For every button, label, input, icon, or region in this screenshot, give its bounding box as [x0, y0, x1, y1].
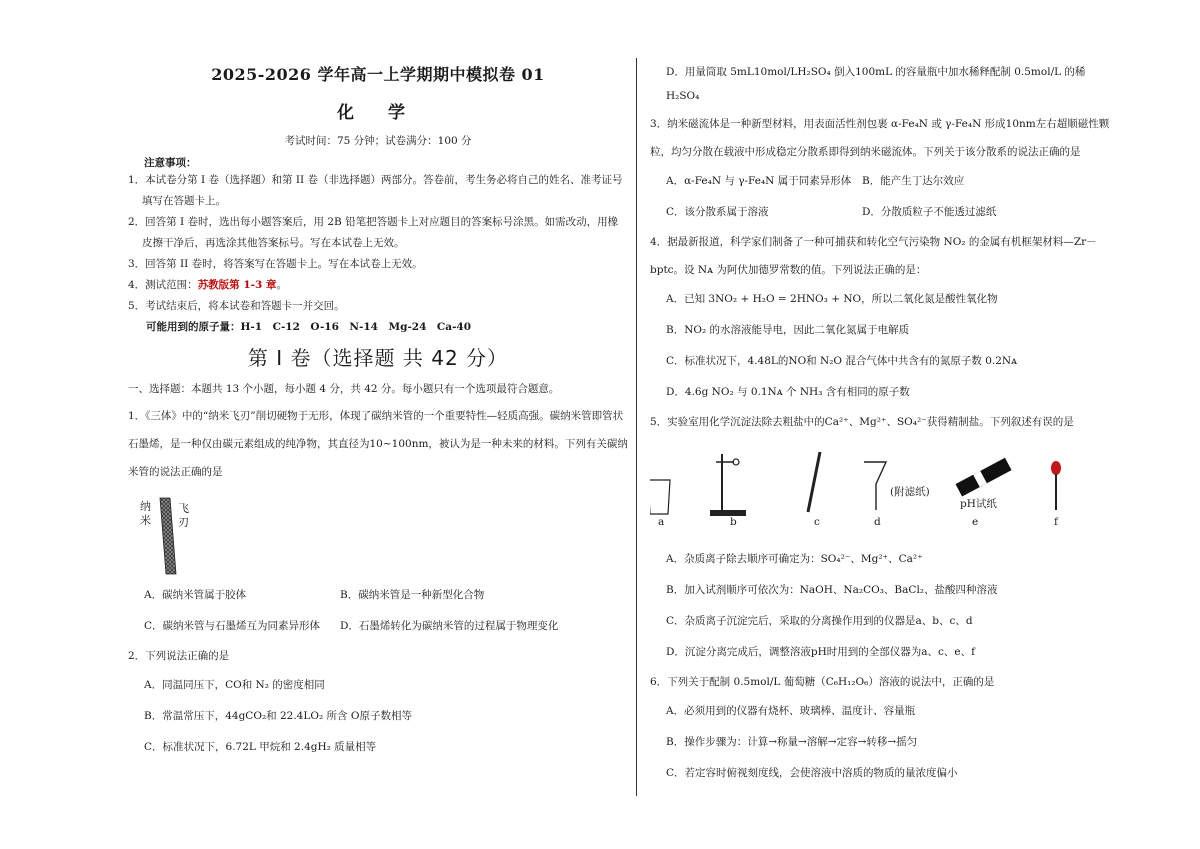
q5-option-a[interactable]: A．杂质离子除去顺序可确定为：SO₄²⁻、Mg²⁺、Ca²⁺ [666, 553, 923, 565]
notes-title: 注意事项： [144, 157, 197, 169]
q3-option-c[interactable]: C．该分散系属于溶液 [666, 206, 769, 218]
note-item-4 [128, 275, 628, 296]
q5-option-d[interactable]: D．沉淀分离完成后，调整溶液pH时用到的全部仪器为a、c、e、f [666, 646, 976, 658]
q6-option-c[interactable]: C．若定容时俯视刻度线，会使溶液中溶质的物质的量浓度偏小 [666, 767, 958, 779]
q4-option-b[interactable]: B．NO₂ 的水溶液能导电，因此二氧化氮属于电解质 [666, 324, 910, 336]
lab-apparatus-icons [650, 444, 1070, 544]
subject-title: 化 学 [337, 103, 419, 123]
q1-option-b[interactable]: B．碳纳米管是一种新型化合物 [340, 589, 485, 601]
note-item-5: 5．考试结束后，将本试卷和答题卡一并交回。 [128, 300, 345, 312]
question-3-options-ab [650, 166, 1120, 197]
note-item-4-suffix: 。 [276, 279, 287, 291]
funnel-note: (附滤纸) [890, 486, 930, 498]
q2-option-c[interactable]: C．标准状况下，6.72L 甲烷和 2.4gH₂ 质量相等 [144, 741, 377, 753]
exam-info: 考试时间：75 分钟；试卷满分：100 分 [284, 135, 472, 147]
q5-option-b[interactable]: B．加入试剂顺序可依次为：NaOH、Na₂CO₃、BaCl₂、盐酸四种溶液 [666, 584, 998, 596]
q1-option-d[interactable]: D．石墨烯转化为碳纳米管的过程属于物理变化 [340, 620, 559, 632]
apparatus-label-a: a [658, 516, 665, 528]
q6-option-b[interactable]: B．操作步骤为：计算→称量→溶解→定容→转移→摇匀 [666, 736, 918, 748]
exam-title: 2025-2026 学年高一上学期期中模拟卷 01 [211, 65, 545, 84]
question-4-stem: 4．据最新报道，科学家们制备了一种可捕获和转化空气污染物 NO₂ 的金属有机框架材料—Zr－bptc。设 Nᴀ 为阿伏加德罗常数的值。下列说法正确的是： [650, 236, 1097, 276]
question-2-stem: 2．下列说法正确的是 [128, 650, 230, 662]
question-3-stem: 3．纳米磁流体是一种新型材料，用表面活性剂包裹 α-Fe₄N 或 γ-Fe₄N 形成10nm左右超顺磁性颗粒，均匀分散在载液中形成稳定分散系即得到纳米磁流体。下列关于该分散系的说法正确的是 [650, 118, 1110, 158]
q6-option-a[interactable]: A．必须用到的仪器有烧杯、玻璃棒、温度计、容量瓶 [666, 705, 916, 717]
section-title: 第 I 卷（选择题 共 42 分） [247, 346, 509, 370]
nanotube-figure [128, 490, 628, 580]
q2-option-a[interactable]: A．同温同压下，CO和 N₂ 的密度相同 [144, 679, 325, 691]
question-6-stem: 6．下列关于配制 0.5mol/L 葡萄糖（C₆H₁₂O₆）溶液的说法中，正确的是 [650, 676, 995, 688]
apparatus-figure [650, 444, 1120, 544]
q1-option-a[interactable]: A．碳纳米管属于胶体 [144, 589, 247, 601]
atomic-masses: 可能用到的原子量：H-1 C-12 O-16 N-14 Mg-24 Ca-40 [146, 321, 472, 333]
q4-option-d[interactable]: D．4.6g NO₂ 与 0.1Nᴀ 个 NH₃ 含有相同的原子数 [666, 386, 910, 398]
test-scope: 苏教版第 1-3 章 [197, 279, 277, 291]
q3-option-a[interactable]: A．α-Fe₄N 与 γ-Fe₄N 属于同素异形体 [666, 175, 852, 187]
figure-label-right: 飞刃 [178, 502, 189, 529]
q1-option-c[interactable]: C．碳纳米管与石墨烯互为同素异形体 [144, 620, 321, 632]
question-1-stem: 1．《三体》中的“纳米飞刃”削切硬物于无形，体现了碳纳米管的一个重要特性—轻质高强。碳纳米管即管状石墨烯，是一种仅由碳元素组成的纯净物，其直径为10~100nm，被认为是一种未来的材料。下列有关碳纳米管的说法正确的是 [128, 410, 628, 478]
question-1-options-ab [128, 580, 628, 611]
note-item-4-prefix: 4．测试范围： [128, 279, 198, 291]
q2-option-b[interactable]: B．常温常压下，44gCO₂和 22.4LO₂ 所含 O原子数相等 [144, 710, 412, 722]
q4-option-c[interactable]: C．标准状况下，4.48L的NO和 N₂O 混合气体中共含有的氮原子数 0.2Nᴀ [666, 355, 1018, 367]
apparatus-label-e: e [972, 516, 979, 528]
apparatus-label-c: c [814, 516, 820, 528]
q3-option-d[interactable]: D．分散质粒子不能透过滤纸 [862, 206, 997, 218]
ph-paper-label: pH试纸 [960, 498, 997, 510]
q4-option-a[interactable]: A．已知 3NO₂ + H₂O = 2HNO₃ + NO，所以二氧化氮是酸性氧化物 [666, 293, 998, 305]
q5-option-c[interactable]: C．杂质离子沉淀完后，采取的分离操作用到的仪器是a、b、c、d [666, 615, 973, 627]
note-item-2: 2．回答第 I 卷时，选出每小题答案后，用 2B 铅笔把答题卡上对应题目的答案标号涂黑。如需改动，用橡皮擦干净后，再选涂其他答案标号。写在本试卷上无效。 [128, 216, 619, 249]
left-column [128, 60, 628, 763]
question-1-options-cd [128, 611, 628, 642]
figure-label-left: 纳米 [140, 500, 151, 527]
apparatus-label-b: b [730, 516, 737, 528]
column-divider [636, 58, 637, 796]
right-column [650, 60, 1120, 789]
question-3-options-cd [650, 197, 1120, 228]
section-description: 一、选择题：本题共 13 个小题，每小题 4 分，共 42 分。每小题只有一个选项最符合题意。 [128, 383, 560, 395]
apparatus-label-d: d [874, 516, 881, 528]
q2-option-d[interactable]: D．用量筒取 5mL10mol/LH₂SO₄ 倒入100mL 的容量瓶中加水稀释配制 0.5mol/L 的稀 H₂SO₄ [666, 66, 1086, 102]
question-5-stem: 5．实验室用化学沉淀法除去粗盐中的Ca²⁺、Mg²⁺、SO₄²⁻获得精制盐。下列叙述有误的是 [650, 416, 1074, 428]
apparatus-label-f: f [1054, 516, 1058, 528]
note-item-1: 1．本试卷分第 I 卷（选择题）和第 II 卷（非选择题）两部分。答卷前，考生务必将自己的姓名、准考证号填写在答题卡上。 [128, 174, 623, 207]
q3-option-b[interactable]: B．能产生丁达尔效应 [862, 175, 965, 187]
note-item-3: 3．回答第 II 卷时，将答案写在答题卡上。写在本试卷上无效。 [128, 258, 423, 270]
